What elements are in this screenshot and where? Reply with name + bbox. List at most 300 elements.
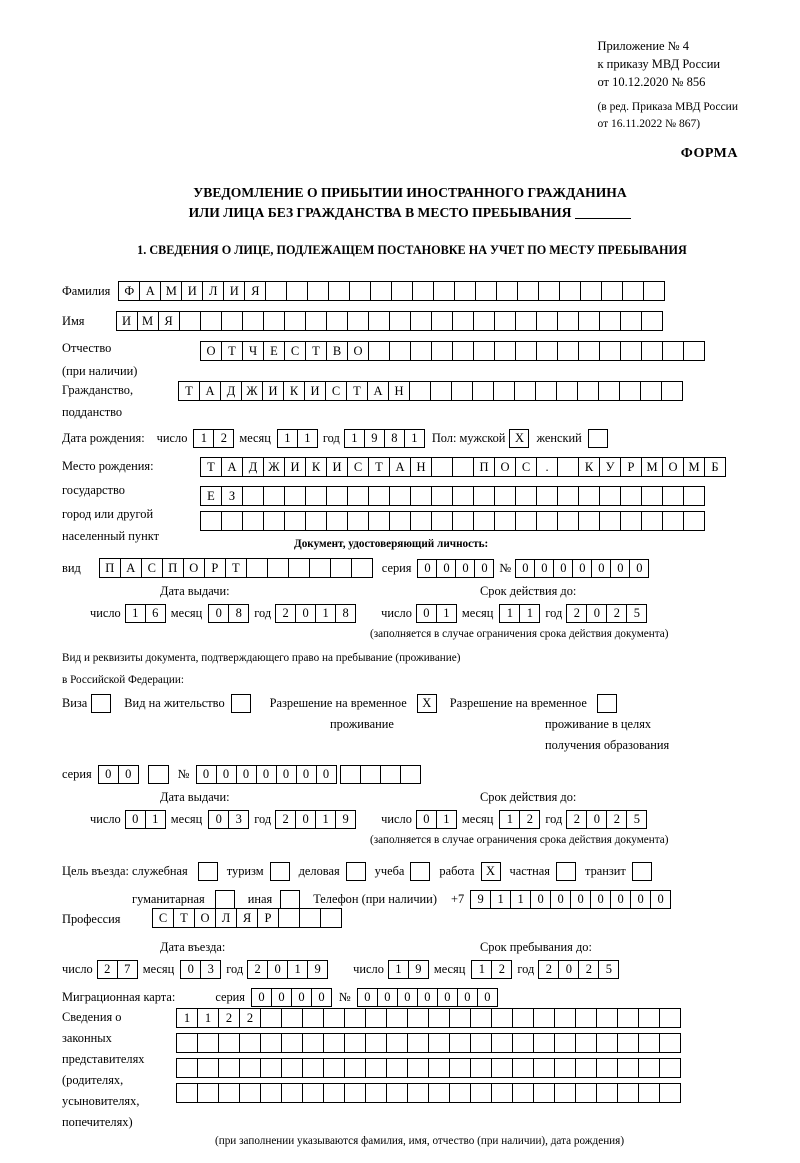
doc-type-field-cell[interactable] [246,558,268,578]
name-field-cell[interactable] [473,311,495,331]
citizenship-field-cell[interactable] [577,381,599,401]
legal-rep-line-4-cell[interactable] [281,1083,303,1103]
legal-rep-line-3-cell[interactable] [470,1058,492,1078]
legal-rep-line-4-cell[interactable] [386,1083,408,1103]
phone-field-cell[interactable]: 0 [550,890,571,909]
legal-rep-line-2-cell[interactable] [218,1033,240,1053]
stay-month-cell[interactable]: 2 [491,960,512,979]
legal-rep-line-4-cell[interactable] [470,1083,492,1103]
birthplace-line-3-cell[interactable] [305,511,327,531]
birthplace-line-2-cell[interactable] [578,486,600,506]
patronymic-field-cell[interactable] [578,341,600,361]
legal-rep-line-3-cell[interactable] [428,1058,450,1078]
phone-field[interactable] [470,890,670,909]
name-field-cell[interactable] [599,311,621,331]
citizenship-field-cell[interactable]: И [262,381,284,401]
purpose-study-checkbox[interactable] [410,862,430,881]
doc-issue-year-cell[interactable]: 2 [275,604,296,623]
name-field-cell[interactable] [389,311,411,331]
surname-field-cell[interactable]: И [223,281,245,301]
citizenship-field-cell[interactable]: А [199,381,221,401]
birthplace-line-1-cell[interactable]: О [494,457,516,477]
surname-field-cell[interactable]: И [181,281,203,301]
legal-rep-line-3-cell[interactable] [575,1058,597,1078]
legal-rep-line-4-cell[interactable] [344,1083,366,1103]
legal-rep-line-4-cell[interactable] [323,1083,345,1103]
doc-type-field-cell[interactable] [267,558,289,578]
birthplace-line-2-cell[interactable] [515,486,537,506]
birthplace-line-3-cell[interactable] [662,511,684,531]
legal-rep-line-4-cell[interactable] [365,1083,387,1103]
birth-day-cell[interactable]: 1 [193,429,214,448]
permit-number-field-cell[interactable]: 0 [316,765,337,784]
doc-type-field-cell[interactable]: Р [204,558,226,578]
phone-field-cell[interactable]: 1 [510,890,531,909]
birthplace-line-1-cell[interactable]: Н [410,457,432,477]
birthplace-line-1-cell[interactable]: Д [242,457,264,477]
doc-valid-day[interactable] [416,604,456,623]
permit-valid-year-cell[interactable]: 0 [586,810,607,829]
citizenship-field-cell[interactable]: Т [178,381,200,401]
birthplace-line-1-cell[interactable]: С [515,457,537,477]
legal-rep-line-1-cell[interactable] [491,1008,513,1028]
patronymic-field[interactable] [200,341,704,361]
doc-issue-day-cell[interactable]: 1 [125,604,146,623]
stay-year[interactable] [538,960,618,979]
birthplace-line-2-cell[interactable] [662,486,684,506]
doc-valid-day-cell[interactable]: 0 [416,604,437,623]
patronymic-field-cell[interactable] [494,341,516,361]
birthplace-line-2-cell[interactable] [641,486,663,506]
migr-number-field-cell[interactable]: 0 [377,988,398,1007]
permit-valid-month[interactable] [499,810,539,829]
legal-rep-line-4-cell[interactable] [659,1083,681,1103]
permit-number-field-cell[interactable]: 0 [236,765,257,784]
surname-field-cell[interactable] [265,281,287,301]
phone-field-cell[interactable]: 0 [570,890,591,909]
citizenship-field-cell[interactable] [535,381,557,401]
legal-rep-line-4-cell[interactable] [449,1083,471,1103]
legal-rep-line-2-cell[interactable] [533,1033,555,1053]
doc-type-field[interactable] [99,558,372,578]
stay-month[interactable] [471,960,511,979]
doc-type-field-cell[interactable]: О [183,558,205,578]
birth-year-cell[interactable]: 1 [404,429,425,448]
name-field-cell[interactable] [620,311,642,331]
edu-residence-checkbox[interactable] [597,694,617,713]
legal-rep-line-2-cell[interactable] [491,1033,513,1053]
citizenship-field-cell[interactable] [409,381,431,401]
birthplace-line-1-cell[interactable]: А [221,457,243,477]
profession-field-cell[interactable]: Л [215,908,237,928]
birthplace-line-2-cell[interactable] [368,486,390,506]
birthplace-line-3-cell[interactable] [263,511,285,531]
doc-valid-month[interactable] [499,604,539,623]
birth-month-cell[interactable]: 1 [297,429,318,448]
permit-valid-year[interactable] [566,810,646,829]
permit-series-field[interactable] [98,765,138,784]
legal-rep-line-2-cell[interactable] [407,1033,429,1053]
permit-valid-month-cell[interactable]: 2 [519,810,540,829]
entry-year-cell[interactable]: 0 [267,960,288,979]
migr-series-field[interactable] [251,988,331,1007]
legal-rep-line-1-cell[interactable] [323,1008,345,1028]
name-field-cell[interactable]: И [116,311,138,331]
citizenship-field-cell[interactable] [493,381,515,401]
legal-rep-line-3-cell[interactable] [512,1058,534,1078]
doc-valid-month-cell[interactable]: 1 [499,604,520,623]
doc-issue-year-cell[interactable]: 1 [315,604,336,623]
doc-issue-year[interactable] [275,604,355,623]
surname-field-cell[interactable] [328,281,350,301]
birthplace-line-3-cell[interactable] [536,511,558,531]
birthplace-line-1-cell[interactable] [431,457,453,477]
birthplace-line-3-cell[interactable] [452,511,474,531]
legal-rep-line-4-cell[interactable] [197,1083,219,1103]
legal-rep-line-3-cell[interactable] [176,1058,198,1078]
legal-rep-line-1-cell[interactable] [281,1008,303,1028]
stay-year-cell[interactable]: 2 [578,960,599,979]
migr-series-field-cell[interactable]: 0 [291,988,312,1007]
doc-issue-year-cell[interactable]: 0 [295,604,316,623]
legal-rep-line-3-cell[interactable] [449,1058,471,1078]
entry-year-cell[interactable]: 1 [287,960,308,979]
legal-rep-line-1-cell[interactable] [449,1008,471,1028]
citizenship-field-cell[interactable] [451,381,473,401]
permit-issue-day-cell[interactable]: 1 [145,810,166,829]
phone-field-cell[interactable]: 1 [490,890,511,909]
citizenship-field-cell[interactable]: Д [220,381,242,401]
permit-valid-year-cell[interactable]: 2 [606,810,627,829]
birth-year-cell[interactable]: 1 [344,429,365,448]
patronymic-field-cell[interactable]: С [284,341,306,361]
permit-number-field-cell[interactable]: 0 [276,765,297,784]
legal-rep-line-1-cell[interactable] [344,1008,366,1028]
patronymic-field-cell[interactable]: О [200,341,222,361]
birthplace-line-1-cell[interactable]: . [536,457,558,477]
citizenship-field-cell[interactable] [640,381,662,401]
citizenship-field-cell[interactable] [514,381,536,401]
doc-type-field-cell[interactable]: П [162,558,184,578]
entry-year-cell[interactable]: 2 [247,960,268,979]
legal-rep-line-4-cell[interactable] [491,1083,513,1103]
citizenship-field-cell[interactable] [598,381,620,401]
doc-issue-month[interactable] [208,604,248,623]
permit-number-field-cell[interactable]: 0 [216,765,237,784]
name-field-cell[interactable] [284,311,306,331]
stay-year-cell[interactable]: 0 [558,960,579,979]
surname-field-cell[interactable]: Я [244,281,266,301]
surname-field-cell[interactable] [391,281,413,301]
doc-valid-month-cell[interactable]: 1 [519,604,540,623]
birthplace-line-3-cell[interactable] [578,511,600,531]
purpose-other-checkbox[interactable] [280,890,300,909]
name-field-cell[interactable] [578,311,600,331]
patronymic-field-cell[interactable] [557,341,579,361]
doc-number-field-cell[interactable]: 0 [534,559,554,578]
doc-number-field-cell[interactable]: 0 [629,559,649,578]
legal-rep-line-4-cell[interactable] [512,1083,534,1103]
birthplace-line-3-cell[interactable] [431,511,453,531]
name-field-cell[interactable] [410,311,432,331]
permit-number-extra-cell[interactable] [380,765,401,784]
legal-rep-line-3-cell[interactable] [638,1058,660,1078]
legal-rep-line-1-cell[interactable] [533,1008,555,1028]
sex-male-checkbox[interactable]: X [509,429,529,448]
surname-field-cell[interactable] [559,281,581,301]
permit-issue-day[interactable] [125,810,165,829]
legal-rep-line-3-cell[interactable] [617,1058,639,1078]
birthplace-line-2-cell[interactable] [347,486,369,506]
stay-month-cell[interactable]: 1 [471,960,492,979]
legal-rep-line-4-cell[interactable] [260,1083,282,1103]
profession-field-cell[interactable]: С [152,908,174,928]
patronymic-field-cell[interactable]: Ч [242,341,264,361]
permit-valid-day[interactable] [416,810,456,829]
legal-rep-line-3[interactable] [176,1058,680,1078]
birthplace-line-1-cell[interactable]: М [683,457,705,477]
birthplace-line-2-cell[interactable] [410,486,432,506]
migr-number-field-cell[interactable]: 0 [357,988,378,1007]
birthplace-line-3-cell[interactable] [242,511,264,531]
purpose-business-checkbox[interactable] [346,862,366,881]
migr-series-field-cell[interactable]: 0 [251,988,272,1007]
doc-type-field-cell[interactable] [288,558,310,578]
permit-number-field-cell[interactable]: 0 [256,765,277,784]
birthplace-line-1-cell[interactable]: О [662,457,684,477]
surname-field-cell[interactable] [370,281,392,301]
purpose-transit-checkbox[interactable] [632,862,652,881]
birthplace-line-2-cell[interactable] [473,486,495,506]
birthplace-line-1-cell[interactable]: И [284,457,306,477]
name-field-cell[interactable] [326,311,348,331]
patronymic-field-cell[interactable] [515,341,537,361]
phone-field-cell[interactable]: 0 [610,890,631,909]
citizenship-field-cell[interactable]: К [283,381,305,401]
phone-field-cell[interactable]: 0 [630,890,651,909]
doc-series-field-cell[interactable]: 0 [474,559,494,578]
legal-rep-line-2-cell[interactable] [575,1033,597,1053]
profession-field[interactable] [152,908,341,928]
surname-field-cell[interactable] [622,281,644,301]
permit-issue-year[interactable] [275,810,355,829]
doc-valid-year-cell[interactable]: 0 [586,604,607,623]
birthplace-line-2-cell[interactable] [557,486,579,506]
surname-field-cell[interactable]: М [160,281,182,301]
migr-number-field-cell[interactable]: 0 [437,988,458,1007]
birth-month-cell[interactable]: 1 [277,429,298,448]
citizenship-field-cell[interactable]: А [367,381,389,401]
birthplace-line-2-cell[interactable] [620,486,642,506]
permit-issue-day-cell[interactable]: 0 [125,810,146,829]
profession-field-cell[interactable] [320,908,342,928]
legal-rep-line-3-cell[interactable] [407,1058,429,1078]
birth-year[interactable] [344,429,424,448]
permit-number-extra-cell[interactable] [340,765,361,784]
birthplace-line-3-cell[interactable] [389,511,411,531]
birthplace-line-2-cell[interactable] [431,486,453,506]
citizenship-field-cell[interactable] [619,381,641,401]
name-field-cell[interactable] [305,311,327,331]
permit-valid-month-cell[interactable]: 1 [499,810,520,829]
migr-number-field-cell[interactable]: 0 [397,988,418,1007]
birthplace-line-1-cell[interactable]: У [599,457,621,477]
patronymic-field-cell[interactable] [683,341,705,361]
legal-rep-line-2-cell[interactable] [617,1033,639,1053]
citizenship-field-cell[interactable]: И [304,381,326,401]
patronymic-field-cell[interactable]: Т [305,341,327,361]
migr-number-field-cell[interactable]: 0 [417,988,438,1007]
name-field-cell[interactable]: Я [158,311,180,331]
residence-permit-checkbox[interactable] [231,694,251,713]
birthplace-line-1-cell[interactable]: М [641,457,663,477]
doc-issue-day-cell[interactable]: 6 [145,604,166,623]
legal-rep-line-4-cell[interactable] [554,1083,576,1103]
doc-type-field-cell[interactable] [351,558,373,578]
patronymic-field-cell[interactable] [389,341,411,361]
stay-day[interactable] [388,960,428,979]
permit-number-field-cell[interactable]: 0 [196,765,217,784]
stay-year-cell[interactable]: 2 [538,960,559,979]
name-field-cell[interactable] [242,311,264,331]
legal-rep-line-2-cell[interactable] [386,1033,408,1053]
patronymic-field-cell[interactable] [431,341,453,361]
entry-day[interactable] [97,960,137,979]
stay-day-cell[interactable]: 9 [408,960,429,979]
permit-number-extra-cell[interactable] [400,765,421,784]
migr-number-field[interactable] [357,988,497,1007]
doc-number-field-cell[interactable]: 0 [572,559,592,578]
name-field-cell[interactable] [557,311,579,331]
birthplace-line-3-cell[interactable] [557,511,579,531]
legal-rep-line-4-cell[interactable] [533,1083,555,1103]
phone-field-cell[interactable]: 0 [650,890,671,909]
surname-field-cell[interactable] [475,281,497,301]
doc-valid-year[interactable] [566,604,646,623]
birthplace-line-2-cell[interactable] [683,486,705,506]
entry-month-cell[interactable]: 0 [180,960,201,979]
doc-type-field-cell[interactable]: А [120,558,142,578]
legal-rep-line-2-cell[interactable] [281,1033,303,1053]
birthplace-line-2-cell[interactable] [599,486,621,506]
permit-issue-month-cell[interactable]: 3 [228,810,249,829]
entry-year-cell[interactable]: 9 [307,960,328,979]
purpose-service-checkbox[interactable] [198,862,218,881]
citizenship-field-cell[interactable]: Н [388,381,410,401]
patronymic-field-cell[interactable]: Т [221,341,243,361]
legal-rep-line-3-cell[interactable] [659,1058,681,1078]
doc-valid-year-cell[interactable]: 2 [606,604,627,623]
birthplace-line-2-cell[interactable] [389,486,411,506]
doc-valid-day-cell[interactable]: 1 [436,604,457,623]
legal-rep-line-2[interactable] [176,1033,680,1053]
name-field-cell[interactable] [263,311,285,331]
legal-rep-line-4[interactable] [176,1083,680,1103]
surname-field-cell[interactable] [286,281,308,301]
birthplace-line-1-cell[interactable]: И [326,457,348,477]
migr-number-field-cell[interactable]: 0 [457,988,478,1007]
permit-valid-day-cell[interactable]: 0 [416,810,437,829]
doc-number-field-cell[interactable]: 0 [591,559,611,578]
permit-issue-month[interactable] [208,810,248,829]
legal-rep-line-1-cell[interactable]: 2 [239,1008,261,1028]
permit-series-field-cell[interactable]: 0 [118,765,139,784]
birthplace-line-2[interactable] [200,486,704,506]
legal-rep-line-4-cell[interactable] [428,1083,450,1103]
legal-rep-line-4-cell[interactable] [638,1083,660,1103]
legal-rep-line-1-cell[interactable]: 1 [176,1008,198,1028]
legal-rep-line-4-cell[interactable] [407,1083,429,1103]
legal-rep-line-3-cell[interactable] [302,1058,324,1078]
birthplace-line-3-cell[interactable] [641,511,663,531]
legal-rep-line-4-cell[interactable] [176,1083,198,1103]
patronymic-field-cell[interactable]: Е [263,341,285,361]
doc-issue-day[interactable] [125,604,165,623]
legal-rep-line-1-cell[interactable] [638,1008,660,1028]
birth-year-cell[interactable]: 8 [384,429,405,448]
legal-rep-line-1-cell[interactable] [617,1008,639,1028]
legal-rep-line-2-cell[interactable] [554,1033,576,1053]
legal-rep-line-1[interactable] [176,1008,680,1028]
birthplace-line-3-cell[interactable] [284,511,306,531]
temp-residence-checkbox[interactable]: X [417,694,437,713]
entry-day-cell[interactable]: 2 [97,960,118,979]
surname-field-cell[interactable] [517,281,539,301]
doc-type-field-cell[interactable] [330,558,352,578]
birthplace-line-3-cell[interactable] [326,511,348,531]
citizenship-field-cell[interactable]: Т [346,381,368,401]
permit-issue-year-cell[interactable]: 9 [335,810,356,829]
birth-month[interactable] [277,429,317,448]
birthplace-line-3[interactable] [200,511,704,531]
purpose-humanitarian-checkbox[interactable] [215,890,235,909]
birthplace-line-3-cell[interactable] [368,511,390,531]
birthplace-line-3-cell[interactable] [599,511,621,531]
birthplace-line-3-cell[interactable] [515,511,537,531]
birthplace-line-2-cell[interactable] [452,486,474,506]
legal-rep-line-1-cell[interactable] [512,1008,534,1028]
birthplace-line-1-cell[interactable]: А [389,457,411,477]
legal-rep-line-1-cell[interactable] [428,1008,450,1028]
legal-rep-line-3-cell[interactable] [344,1058,366,1078]
citizenship-field-cell[interactable] [556,381,578,401]
birth-day[interactable] [193,429,233,448]
name-field[interactable] [116,311,662,331]
permit-series-extra[interactable] [148,765,168,784]
permit-issue-year-cell[interactable]: 0 [295,810,316,829]
birthplace-line-2-cell[interactable] [242,486,264,506]
birthplace-line-1-cell[interactable] [557,457,579,477]
migr-number-field-cell[interactable]: 0 [477,988,498,1007]
legal-rep-line-1-cell[interactable] [596,1008,618,1028]
surname-field-cell[interactable] [454,281,476,301]
legal-rep-line-2-cell[interactable] [260,1033,282,1053]
permit-number-extra-cell[interactable] [360,765,381,784]
migr-series-field-cell[interactable]: 0 [311,988,332,1007]
legal-rep-line-1-cell[interactable]: 2 [218,1008,240,1028]
patronymic-field-cell[interactable] [452,341,474,361]
doc-series-field-cell[interactable]: 0 [436,559,456,578]
birthplace-line-3-cell[interactable] [347,511,369,531]
birthplace-line-1-cell[interactable]: С [347,457,369,477]
profession-field-cell[interactable]: Я [236,908,258,928]
legal-rep-line-3-cell[interactable] [533,1058,555,1078]
patronymic-field-cell[interactable] [410,341,432,361]
surname-field-cell[interactable] [433,281,455,301]
citizenship-field-cell[interactable] [661,381,683,401]
doc-issue-month-cell[interactable]: 8 [228,604,249,623]
name-field-cell[interactable] [368,311,390,331]
